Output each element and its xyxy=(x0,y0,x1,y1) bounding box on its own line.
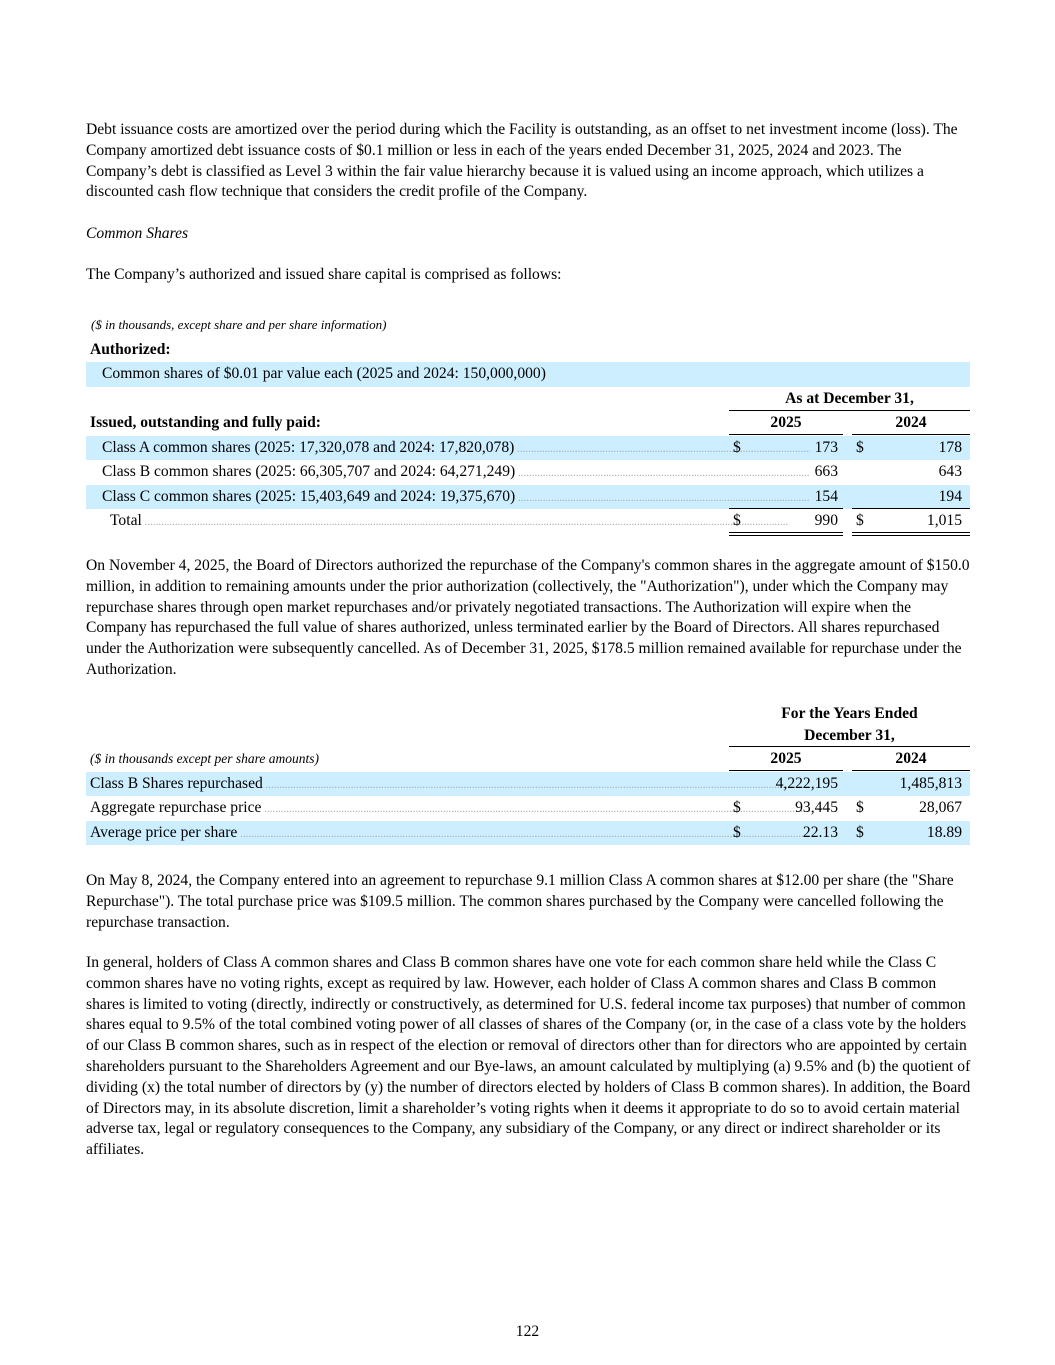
column-header-2024: 2024 xyxy=(895,750,927,767)
column-group-header: December 31, xyxy=(804,727,895,744)
authorized-label: Authorized: xyxy=(90,340,171,358)
table-row: Class B common shares (2025: 66,305,707 and 2024: 64,271,249) ..... 663 643 xyxy=(86,460,970,485)
column-header-2024: 2024 xyxy=(895,414,927,431)
table-row: Class B Shares repurchased ..... 4,222,195 1,485,813 xyxy=(86,772,970,797)
paragraph-share-capital-intro: The Company’s authorized and issued share capital is comprised as follows: xyxy=(86,266,562,283)
column-group-header: For the Years Ended xyxy=(781,705,918,722)
double-underline xyxy=(852,532,970,536)
paragraph-repurchase-authorization: On November 4, 2025, the Board of Directors authorized the repurchase of the Company's common shares in the aggregate amount of $150.0 million, in addition to remaining amounts under the prior authorization (collectively, the "Authorization"), under which the Company may repurchase shares through open market repurchases and/or privately negotiated transactions. The Authorization will expire when the Company has repurchased the full value of shares authorized, unless terminated earlier by the Board of Directors. All shares repurchased under the Authorization were subsequently cancelled. As of December 31, 2025, $178.5 million remained available for repurchase under the Authorization. xyxy=(86,557,970,678)
paragraph-share-repurchase: On May 8, 2024, the Company entered into an agreement to repurchase 9.1 million Class A common shares at $12.00 per share (the "Share Repurchase"). The total purchase price was $109.5 million. The common shares purchased by the Company were cancelled following the repurchase transaction. xyxy=(86,872,954,931)
column-header-2025: 2025 xyxy=(770,414,802,431)
table-caption: ($ in thousands except per share amounts) xyxy=(90,751,319,766)
paragraph-voting-rights: In general, holders of Class A common shares and Class B common shares have one vote for each common share held while the Class C common shares have no voting rights, except as required by law. However, each holder of Class A common shares and Class B common shares is limited to voting (directly, indirectly or constructively, as determined for U.S. federal income tax purposes) that number of common shares equal to 9.5% of the total combined voting power of all classes of shares of the Company (or, in the case of a class vote by the holders of our Class B common shares, such as in respect of the election or removal of directors other than for directors who are appointed by certain shareholders pursuant to the Shareholders Agreement and our Bye-laws, an amount calculated by multiplying (a) 9.5% and (b) the quotient of dividing (x) the total number of directors by (y) the number of directors elected by holders of Class B common shares). In addition, the Board of Directors may, in its absolute discretion, limit a shareholder’s voting rights when it deems it appropriate to do so to avoid certain material adverse tax, legal or regulatory consequences to the Company, any subsidiary of the Company, or any direct or indirect shareholder or its affiliates. xyxy=(86,954,971,1159)
table-row: Class C common shares (2025: 15,403,649 and 2024: 19,375,670) ..... 154 194 xyxy=(86,485,970,510)
repurchase-table xyxy=(86,703,970,845)
total-row: Total ..... $ 990 $ 1,015 xyxy=(86,509,970,534)
table-row: Common shares of $0.01 par value each (2025 and 2024: 150,000,000) xyxy=(86,362,970,387)
table-caption: ($ in thousands, except share and per share information) xyxy=(91,317,387,332)
double-underline xyxy=(729,532,843,536)
paragraph-debt-issuance: Debt issuance costs are amortized over the period during which the Facility is outstanding, as an offset to net investment income (loss). The Company amortized debt issuance costs of $0.1 million or less in each of the years ended December 31, 2025, 2024 and 2023. The Company’s debt is classified as Level 3 within the fair value hierarchy because it is valued using an income approach, which utilizes a discounted cash flow technique that considers the credit profile of the Company. xyxy=(86,121,958,201)
table-row: Aggregate repurchase price ..... $ 93,445 $ 28,067 xyxy=(86,796,970,821)
column-header-2025: 2025 xyxy=(770,750,802,767)
section-label: Issued, outstanding and fully paid: xyxy=(90,414,321,431)
table-row: Average price per share ..... $ 22.13 $ 18.89 xyxy=(86,821,970,846)
table-row: Class A common shares (2025: 17,320,078 and 2024: 17,820,078) ..... $ 173 $ 178 xyxy=(86,436,970,461)
section-heading: Common Shares xyxy=(86,225,189,242)
column-group-header: As at December 31, xyxy=(785,389,914,407)
page-number: 122 xyxy=(515,1323,540,1340)
share-capital-table xyxy=(86,313,970,534)
